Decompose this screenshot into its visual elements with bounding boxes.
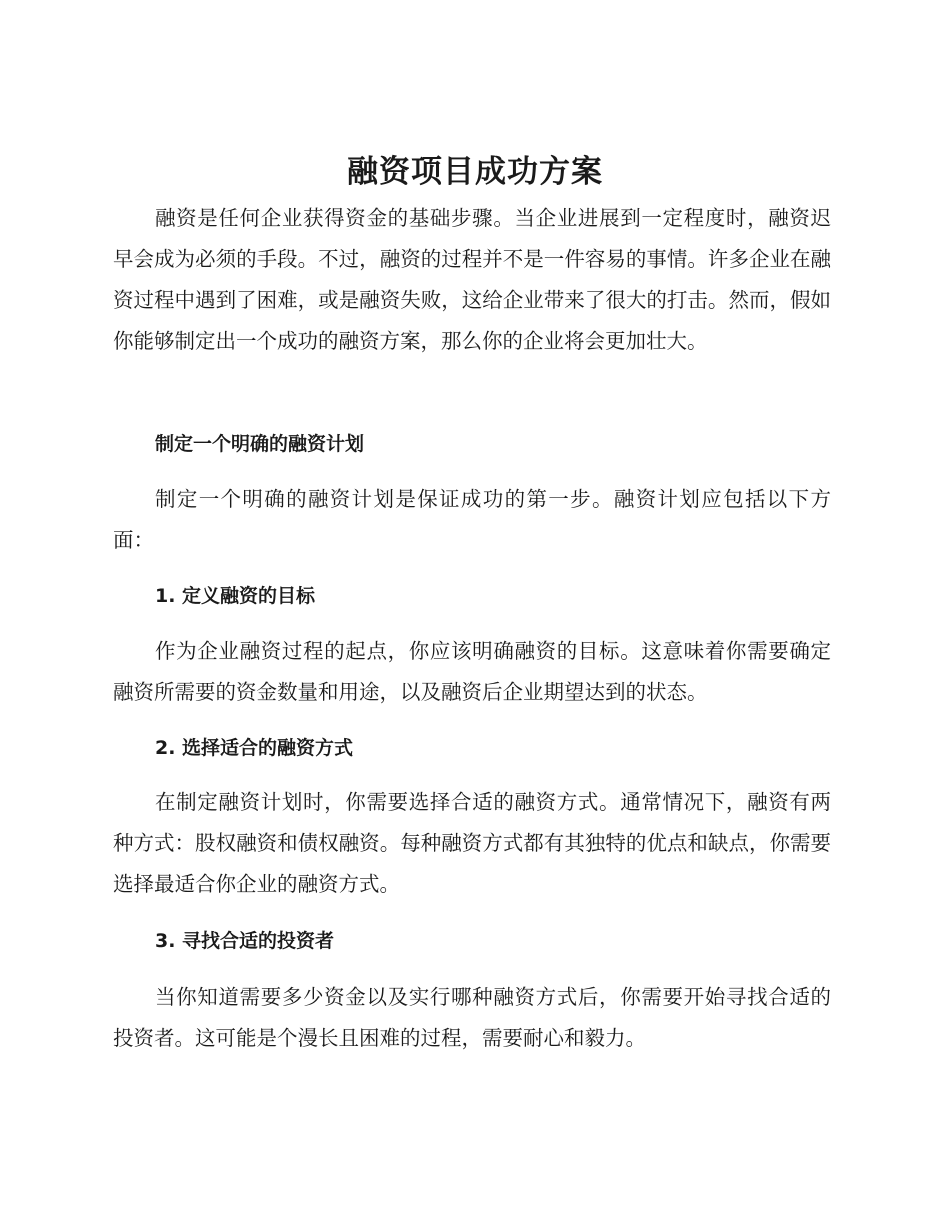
item-heading-1: 1. 定义融资的目标 <box>155 585 316 607</box>
item-paragraph-3: 当你知道需要多少资金以及实行哪种融资方式后，你需要开始寻找合适的投资者。这可能是个漫长且困难的过程，需要耐心和毅力。 <box>113 985 831 1050</box>
section-paragraph: 制定一个明确的融资计划是保证成功的第一步。融资计划应包括以下方面： <box>113 487 831 552</box>
intro-paragraph: 融资是任何企业获得资金的基础步骤。当企业进展到一定程度时，融资迟早会成为必须的手段。不过，融资的过程并不是一件容易的事情。许多企业在融资过程中遇到了困难，或是融资失败，这给企业带来了很大的打击。然而，假如你能够制定出一个成功的融资方案，那么你的企业将会更加壮大。 <box>113 206 831 353</box>
document-title: 融资项目成功方案 <box>347 154 603 190</box>
item-paragraph-2: 在制定融资计划时，你需要选择合适的融资方式。通常情况下，融资有两种方式：股权融资和债权融资。每种融资方式都有其独特的优点和缺点，你需要选择最适合你企业的融资方式。 <box>113 790 831 896</box>
item-heading-3: 3. 寻找合适的投资者 <box>155 930 335 952</box>
section-heading: 制定一个明确的融资计划 <box>155 433 365 455</box>
item-heading-2: 2. 选择适合的融资方式 <box>155 737 354 759</box>
item-paragraph-1: 作为企业融资过程的起点，你应该明确融资的目标。这意味着你需要确定融资所需要的资金数量和用途，以及融资后企业期望达到的状态。 <box>113 639 831 704</box>
